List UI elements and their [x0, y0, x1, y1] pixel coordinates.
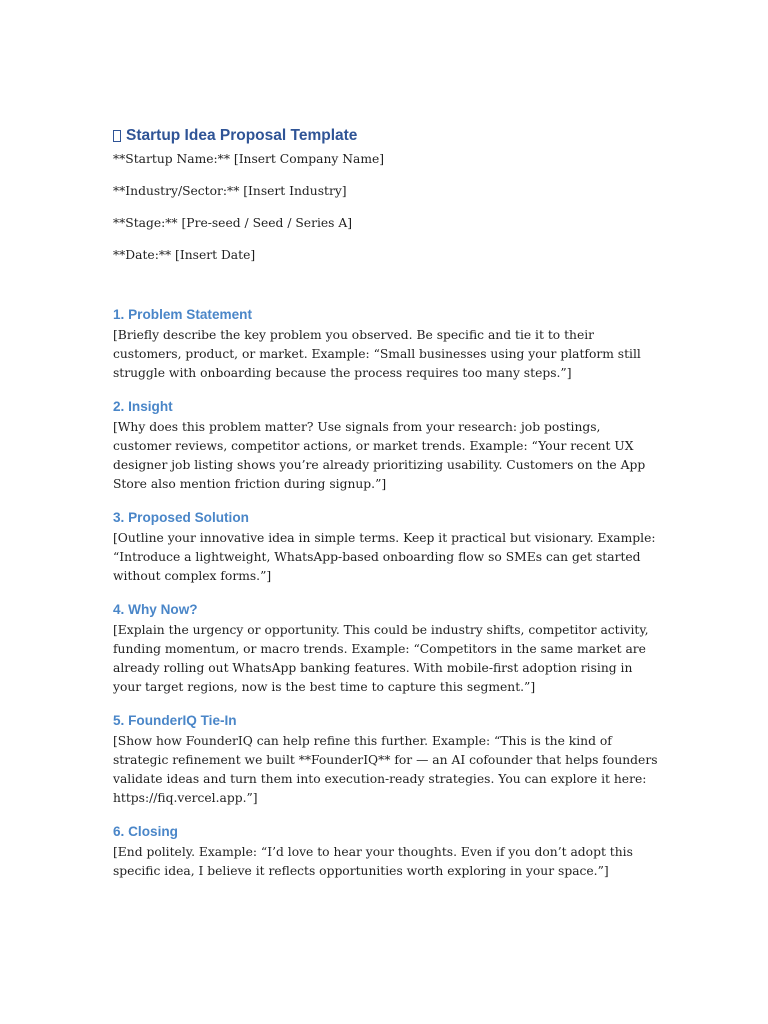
proposal-fields — [113, 151, 658, 263]
section-heading: 4. Why Now? — [113, 602, 198, 617]
missing-glyph-icon — [113, 130, 121, 142]
section-heading: 6. Closing — [113, 824, 178, 839]
section-heading: 3. Proposed Solution — [113, 510, 249, 525]
section-body: [End politely. Example: “I’d love to hear your thoughts. Even if you don’t adopt this specific idea, I believe it reflects opportunities worth exploring in your space.”] — [113, 845, 633, 878]
section-why-now — [113, 600, 658, 697]
section-insight — [113, 397, 658, 494]
section-problem-statement — [113, 305, 658, 383]
section-body: [Why does this problem matter? Use signals from your research: job postings, customer reviews, competitor actions, or market trends. Example: “Your recent UX designer job listing shows you’re already prioritizing usability. Customers on the App Store also mention friction during signup.”] — [113, 420, 646, 491]
section-body: [Outline your innovative idea in simple terms. Keep it practical but visionary. Example: “Introduce a lightweight, WhatsApp-based onboarding flow so SMEs can get started without complex forms.”] — [113, 531, 656, 583]
section-body: [Explain the urgency or opportunity. This could be industry shifts, competitor activity, funding momentum, or macro trends. Example: “Competitors in the same market are already rolling out WhatsApp banking features. With mobile-first adoption rising in your target regions, now is the best time to capture this segment.”] — [113, 623, 649, 694]
section-body: [Briefly describe the key problem you observed. Be specific and tie it to their customers, product, or market. Example: “Small businesses using your platform still struggle with onboarding because the process requires too many steps.”] — [113, 328, 641, 380]
document-content — [113, 124, 658, 881]
startup-name-field: **Startup Name:** [Insert Company Name] — [113, 152, 385, 166]
document-title-text: Startup Idea Proposal Template — [126, 127, 358, 144]
section-proposed-solution — [113, 508, 658, 586]
industry-field: **Industry/Sector:** [Insert Industry] — [113, 184, 347, 198]
section-founderiq-tie-in — [113, 711, 658, 808]
document-title — [113, 124, 658, 148]
section-heading: 5. FounderIQ Tie-In — [113, 713, 237, 728]
section-body: [Show how FounderIQ can help refine this further. Example: “This is the kind of strategic refinement we built **FounderIQ** for — an AI cofounder that helps founders validate ideas and turn them into execution-ready strategies. You can explore it here: https://fiq.vercel.app.”] — [113, 734, 658, 805]
stage-field: **Stage:** [Pre-seed / Seed / Series A] — [113, 216, 353, 230]
section-heading: 1. Problem Statement — [113, 307, 252, 322]
section-closing — [113, 822, 658, 881]
date-field: **Date:** [Insert Date] — [113, 248, 256, 262]
section-heading: 2. Insight — [113, 399, 173, 414]
